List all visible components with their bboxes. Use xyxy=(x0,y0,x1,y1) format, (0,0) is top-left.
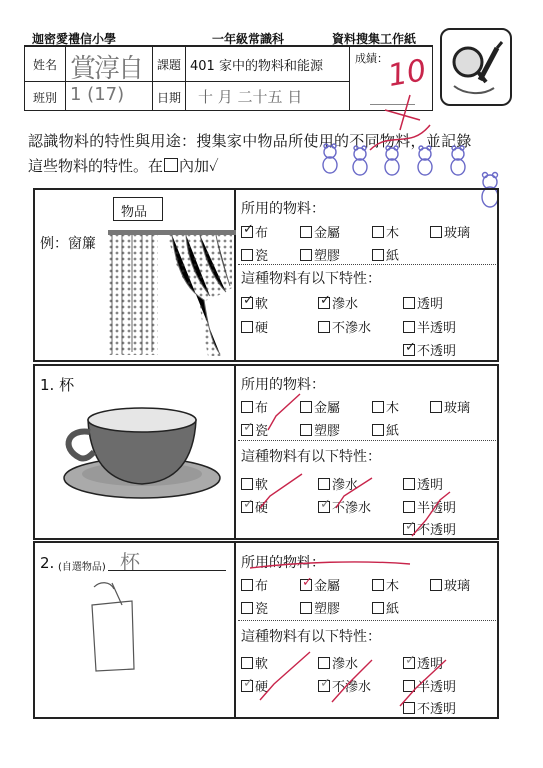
example-prop-absorbent-checkbox[interactable]: ✓ xyxy=(320,293,331,308)
custom-item-underline xyxy=(108,570,226,571)
custom-prop-soft: 軟 xyxy=(241,653,268,672)
instruction-line-1: 認識物料的特性與用途：搜集家中物品所使用的不同物料，並記錄 xyxy=(28,132,472,150)
example-prop-hard: 硬 xyxy=(241,317,268,336)
custom-prop-hard-checkbox[interactable]: ✓ xyxy=(243,676,254,691)
example-material-porcelain-checkbox[interactable] xyxy=(241,249,253,261)
custom-prop-waterproof: ✓ 不滲水 xyxy=(320,676,372,695)
topic-value: 401 家中的物料和能源 xyxy=(190,59,323,74)
instruction-checkbox-sample xyxy=(164,158,178,172)
example-material-glass: 玻璃 xyxy=(430,222,470,241)
example-material-wood: 木 xyxy=(372,222,399,241)
section-cup-materials-heading: 所用的物料： xyxy=(241,377,325,393)
cup-prop-opaque-checkbox[interactable]: ✓ xyxy=(405,519,416,534)
example-prop-waterproof-checkbox[interactable] xyxy=(318,321,330,333)
magnifier-pencil-icon xyxy=(442,30,510,104)
custom-label-sub: (自選物品) xyxy=(58,562,106,573)
custom-material-glass: 玻璃 xyxy=(430,575,470,594)
custom-material-metal: ✓ 金屬 xyxy=(302,575,341,594)
school-name: 迦密愛禮信小學 xyxy=(32,32,117,46)
item-box-label: 物品 xyxy=(121,205,148,220)
custom-prop-absorbent: 滲水 xyxy=(318,653,358,672)
example-prop-transparent-checkbox[interactable] xyxy=(403,297,415,309)
custom-material-metal-checkbox[interactable]: ✓ xyxy=(302,575,313,590)
grade-handwritten: 10 xyxy=(385,52,429,95)
example-prop-soft-checkbox[interactable]: ✓ xyxy=(243,293,254,308)
date-handwritten: 十 月 二十五 日 xyxy=(198,88,303,106)
instruction-line-2 xyxy=(28,155,219,176)
section-custom-properties-heading: 這種物料有以下特性： xyxy=(241,629,381,645)
curtain-image xyxy=(108,226,236,358)
custom-material-paper: 紙 xyxy=(372,598,399,617)
custom-material-porcelain: 瓷 xyxy=(241,598,268,617)
custom-pen-marks xyxy=(240,560,500,720)
section-cup-properties-heading: 這種物料有以下特性： xyxy=(241,449,381,465)
grade-label: 成績： xyxy=(355,52,388,65)
magnifier-icon-box xyxy=(440,28,512,106)
cup-material-wood: 木 xyxy=(372,397,399,416)
cup-prop-translucent: 半透明 xyxy=(403,497,456,516)
cup-material-glass: 玻璃 xyxy=(430,397,470,416)
cup-material-metal: 金屬 xyxy=(300,397,340,416)
cup-prop-transparent: 透明 xyxy=(403,474,443,493)
cup-prop-opaque: ✓ 不透明 xyxy=(405,519,457,538)
header-title-row xyxy=(22,32,433,44)
custom-prop-transparent: ✓ 透明 xyxy=(405,653,444,672)
example-prop-hard-checkbox[interactable] xyxy=(241,321,253,333)
custom-prop-waterproof-checkbox[interactable]: ✓ xyxy=(320,676,331,691)
example-prop-opaque: ✓ 不透明 xyxy=(405,340,457,359)
topic-label: 課題 xyxy=(157,58,182,72)
cup-label: 1. 杯 xyxy=(40,376,75,394)
example-material-paper: 紙 xyxy=(372,245,399,264)
example-material-glass-checkbox[interactable] xyxy=(430,226,442,238)
cup-image xyxy=(60,398,225,510)
custom-material-plastic: 塑膠 xyxy=(300,598,340,617)
section-example-separator xyxy=(238,264,496,265)
custom-material-wood: 木 xyxy=(372,575,399,594)
custom-prop-translucent: 半透明 xyxy=(403,676,456,695)
section-example-properties-heading: 這種物料有以下特性： xyxy=(241,271,381,287)
example-prop-waterproof: 不滲水 xyxy=(318,317,371,336)
custom-prop-transparent-checkbox[interactable]: ✓ xyxy=(405,653,416,668)
cup-prop-waterproof: ✓ 不滲水 xyxy=(320,497,372,516)
custom-item-drawing xyxy=(82,575,162,675)
date-label: 日期 xyxy=(157,91,182,105)
cup-material-plastic: 塑膠 xyxy=(300,420,340,439)
example-material-metal: 金屬 xyxy=(300,222,340,241)
example-prop-translucent-checkbox[interactable] xyxy=(403,321,415,333)
custom-prop-opaque: 不透明 xyxy=(403,698,456,717)
example-material-plastic-checkbox[interactable] xyxy=(300,249,312,261)
pen-scribble xyxy=(330,90,450,180)
cup-pen-marks xyxy=(240,380,500,540)
example-prop-opaque-checkbox[interactable]: ✓ xyxy=(405,340,416,355)
example-material-plastic: 塑膠 xyxy=(300,245,340,264)
example-prop-translucent: 半透明 xyxy=(403,317,456,336)
cup-material-porcelain: ✓ 瓷 xyxy=(243,420,269,439)
section-example-materials-heading: 所用的物料： xyxy=(241,201,325,217)
class-label: 班別 xyxy=(33,91,58,105)
instruction-line-2b: 內加✓ xyxy=(179,157,219,175)
example-material-cloth-checkbox[interactable]: ✓ xyxy=(243,222,254,237)
custom-label: 2. xyxy=(40,554,55,572)
worksheet-type: 資料搜集工作紙 xyxy=(332,32,417,46)
name-label: 姓名 xyxy=(33,58,58,72)
example-prop-soft: ✓ 軟 xyxy=(243,293,269,312)
cup-prop-soft: 軟 xyxy=(241,474,268,493)
instruction-line-2a: 這些物料的特性。在 xyxy=(28,157,164,175)
example-label: 例：窗簾 xyxy=(40,236,96,252)
section-custom-divider xyxy=(234,541,236,719)
custom-item-handwritten: 杯 xyxy=(120,550,140,574)
example-prop-transparent: 透明 xyxy=(403,293,443,312)
section-cup-divider xyxy=(234,364,236,540)
example-prop-absorbent: ✓ 滲水 xyxy=(320,293,359,312)
cup-material-porcelain-checkbox[interactable]: ✓ xyxy=(243,420,254,435)
custom-prop-hard: ✓ 硬 xyxy=(243,676,269,695)
example-material-paper-checkbox[interactable] xyxy=(372,249,384,261)
example-material-cloth: ✓ 布 xyxy=(243,222,269,241)
custom-material-cloth: 布 xyxy=(241,575,268,594)
example-material-porcelain: 瓷 xyxy=(241,245,268,264)
subject-name: 一年級常識科 xyxy=(212,32,285,46)
cup-material-cloth: 布 xyxy=(241,397,268,416)
cup-material-paper: 紙 xyxy=(372,420,399,439)
class-handwritten: 1 (17) xyxy=(70,84,125,105)
example-material-wood-checkbox[interactable] xyxy=(372,226,384,238)
example-material-metal-checkbox[interactable] xyxy=(300,226,312,238)
cup-prop-hard: ✓ 硬 xyxy=(243,497,269,516)
cup-prop-hard-checkbox[interactable]: ✓ xyxy=(243,497,254,512)
cup-prop-waterproof-checkbox[interactable]: ✓ xyxy=(320,497,331,512)
section-custom-materials-heading: 所用的物料： xyxy=(241,555,325,571)
cup-prop-absorbent: 滲水 xyxy=(318,474,358,493)
name-handwritten: 賞淳自 xyxy=(70,54,143,84)
